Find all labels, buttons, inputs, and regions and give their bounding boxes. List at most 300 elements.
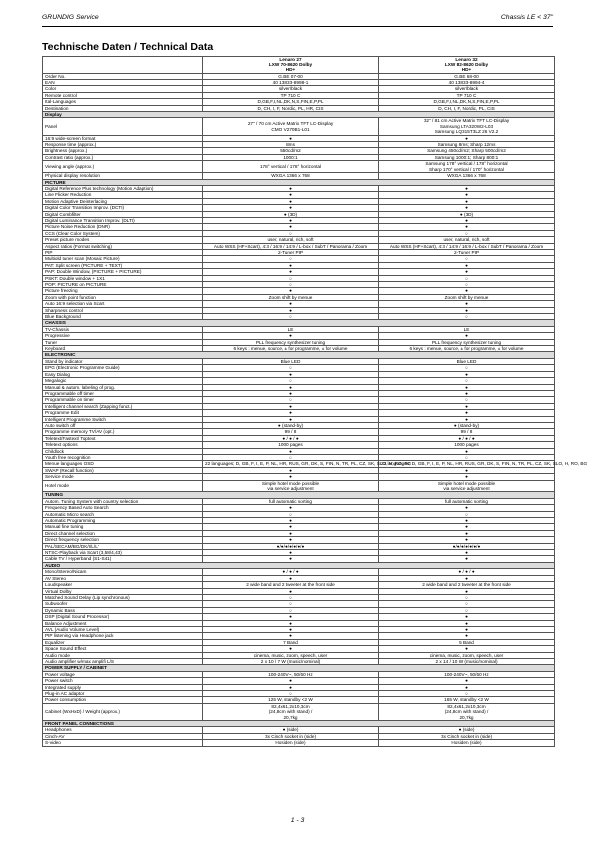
spec-value-model-b-line: 82,4x61,2x10,3cm <box>447 703 486 709</box>
spec-label: Tuner <box>43 339 203 345</box>
spec-label: Ital-Languages <box>43 99 203 105</box>
spec-value-model-a: ● <box>203 262 379 268</box>
spec-value-model-a: 1000 pages <box>203 442 379 448</box>
spec-value-model-b: ● <box>379 575 555 581</box>
spec-value-model-b: ● <box>379 262 555 268</box>
spec-label: Programme memory TV/AV (opt.) <box>43 429 203 435</box>
spec-value-model-a: ○ <box>203 454 379 460</box>
spec-value-model-b: ○ <box>379 511 555 517</box>
spec-label: POP: PICTURE on PICTURE <box>43 282 203 288</box>
spec-value-model-a: ● <box>203 192 379 198</box>
spec-label: Teletext options <box>43 442 203 448</box>
spec-value-model-b-line: Samsung 178° vertical / 178° horizontal <box>425 161 508 167</box>
spec-label: Color <box>43 86 203 92</box>
spec-label: 16:9 wide-screen format <box>43 135 203 141</box>
spec-value-model-b: ● <box>379 518 555 524</box>
spec-value-model-b: Samsung 8ms; Sharp 12ms <box>379 142 555 148</box>
spec-value-model-b-line: Samsung LTA320W2-L03 <box>439 123 494 129</box>
spec-sheet <box>42 56 588 747</box>
spec-value-model-a: ● <box>203 530 379 536</box>
spec-value-model-a: ● <box>203 217 379 223</box>
spec-value-model-a: ●/●/●/●/●/●/● <box>203 543 379 549</box>
spec-label: Digital Luminance Transition Improv. (DLTI) <box>43 217 203 223</box>
spec-label: Digital Combfilter <box>43 211 203 217</box>
spec-label: Loudspeaker <box>43 582 203 588</box>
model-b-line2: LXW 82-8620 Dolby <box>444 62 489 68</box>
spec-value-model-b: ● (side) <box>379 727 555 733</box>
spec-value-model-a: Blue LED <box>203 358 379 364</box>
spec-label: Matched Sound Delay (Lip synchronous) <box>43 594 203 600</box>
spec-value-model-a: 40 13833-8998-1 <box>203 80 379 86</box>
spec-label: Frequency Based Auto Search <box>43 505 203 511</box>
spec-value-model-b: 2 x 14 / 10 W (music/nominal) <box>379 658 555 664</box>
spec-value-model-b: ● <box>379 556 555 562</box>
spec-value-model-a: TP 710 C <box>203 92 379 98</box>
spec-value-model-b-line: Sharp 170° vertical / 170° horizontal <box>429 166 504 172</box>
spec-value-model-a <box>203 118 379 135</box>
spec-label: Contrast ratio (approx.) <box>43 154 203 160</box>
spec-value-model-b-line: via service adjustment <box>443 486 490 492</box>
header-rule <box>42 26 553 27</box>
spec-label: Subwoofer <box>43 601 203 607</box>
spec-value-model-b: ● / ● / ● <box>379 569 555 575</box>
spec-value-model-a: ● (3D) <box>203 211 379 217</box>
spec-value-model-a: ● <box>203 301 379 307</box>
spec-value-model-b: PLL frequency synthesizer tuning <box>379 339 555 345</box>
spec-label: Hotel mode <box>43 480 203 492</box>
spec-value-model-b: ● <box>379 185 555 191</box>
spec-label: Blue Background <box>43 314 203 320</box>
spec-value-model-b: ○ <box>379 607 555 613</box>
spec-label: Panel <box>43 118 203 135</box>
spec-value-model-b: ● <box>379 390 555 396</box>
spec-value-model-a: ● <box>203 505 379 511</box>
spec-label: Power consumption <box>43 697 203 703</box>
spec-value-model-b: Samsung 450cd/m2; Sharp 500cd/m2 <box>379 148 555 154</box>
spec-value-model-b: ○ <box>379 691 555 697</box>
spec-value-model-a: 99 / 8 <box>203 429 379 435</box>
spec-value-model-b: ○ <box>379 282 555 288</box>
spec-label: Mono/Stereo/Nicam <box>43 569 203 575</box>
spec-label: Digital Reference Plus technology (Motion Adaption) <box>43 185 203 191</box>
model-header-a <box>203 57 379 74</box>
spec-value-model-a: ● <box>203 371 379 377</box>
spec-label: Megalogic <box>43 378 203 384</box>
spec-value-model-b: Auto WSS (HF+Scart), 4:3 / 14:9 / 16:9 / L-box / SubT / Panorama / Zoom <box>379 243 555 249</box>
spec-label: Audio mode <box>43 652 203 658</box>
spec-value-model-a: ● <box>203 403 379 409</box>
spec-value-model-a: silver/black <box>203 86 379 92</box>
spec-value-model-b: 40 13833-8994-4 <box>379 80 555 86</box>
spec-label: Menue languages OSD <box>43 461 203 467</box>
spec-value-model-a: ● <box>203 575 379 581</box>
spec-value-model-a: ● <box>203 467 379 473</box>
spec-value-model-b: ● <box>379 224 555 230</box>
spec-value-model-b: ● <box>379 588 555 594</box>
spec-value-model-a: ● <box>203 224 379 230</box>
spec-value-model-b: ○ <box>379 594 555 600</box>
spec-label: Auto 16:9 selection via Scart <box>43 301 203 307</box>
spec-value-model-b: Samsung 1000:1; Sharp 800:1 <box>379 154 555 160</box>
spec-value-model-a: ○ <box>203 275 379 281</box>
spec-value-model-b: silver/black <box>379 86 555 92</box>
spec-label: Space Sound Effect <box>43 646 203 652</box>
spec-value-model-b: Blue LED <box>379 358 555 364</box>
spec-value-model-a: ● <box>203 205 379 211</box>
spec-label: Aspect ratios (Format switching) <box>43 243 203 249</box>
spec-value-model-a: ○ <box>203 365 379 371</box>
spec-value-model-b: G.BE 68-00 <box>379 73 555 79</box>
spec-label: Power switch <box>43 678 203 684</box>
spec-label: PIP <box>43 249 203 255</box>
spec-table-body <box>43 73 588 746</box>
spec-value-model-a: ● <box>203 684 379 690</box>
spec-value-model-b: ● <box>379 205 555 211</box>
spec-value-model-a: ● / ● / ● <box>203 435 379 441</box>
header-blank-cell <box>43 57 203 74</box>
spec-value-model-a: ○ <box>203 594 379 600</box>
spec-value-model-b-line: Simple hotel mode possible <box>437 480 496 486</box>
spec-label: Order No. <box>43 73 203 79</box>
spec-value-model-b: ● <box>379 371 555 377</box>
spec-value-model-b: 5 Band <box>379 639 555 645</box>
spec-value-model-a: ○ <box>203 282 379 288</box>
spec-value-model-b <box>379 161 555 173</box>
spec-value-model-b-line: 32" / 81 cm Active Matrix TFT LC-Display <box>423 118 510 124</box>
spec-label: CCS (Clear Color System) <box>43 230 203 236</box>
header-left: GRUNDIG Service <box>42 14 99 21</box>
spec-label: Childlock <box>43 448 203 454</box>
spec-value-model-b: 99 / 8 <box>379 429 555 435</box>
spec-value-model-b: full automatic sorting <box>379 498 555 504</box>
spec-value-model-a: ● <box>203 537 379 543</box>
spec-value-model-a-line: CMO V270B1-L01 <box>271 126 310 132</box>
spec-value-model-a: 2-Tuner PIP <box>203 249 379 255</box>
spec-value-model-a: 6 keys : menue, source, ± for programme, ± for volume <box>203 346 379 352</box>
spec-label: Power voltage <box>43 671 203 677</box>
spec-value-model-a: ● <box>203 524 379 530</box>
spec-label: Plug-in AC adaptor <box>43 691 203 697</box>
spec-value-model-b: ● <box>379 288 555 294</box>
header-right: Chassis LE < 37" <box>500 14 553 21</box>
spec-value-model-a: ● <box>203 518 379 524</box>
spec-label: Brightness (approx.) <box>43 148 203 154</box>
spec-value-model-b: Hosiden (side) <box>379 740 555 746</box>
spec-value-model-a: 1000:1 <box>203 154 379 160</box>
spec-value-model-a: ○ <box>203 256 379 262</box>
spec-value-model-b: TP 710 C <box>379 92 555 98</box>
spec-value-model-b: ● <box>379 301 555 307</box>
spec-value-model-b: ● <box>379 678 555 684</box>
spec-row <box>43 703 555 720</box>
spec-value-model-b: 100-240V~, 50/60 Hz <box>379 671 555 677</box>
spec-value-model-a: ○ <box>203 397 379 403</box>
spec-value-model-b: ● <box>379 505 555 511</box>
spec-value-model-a: 7 Band <box>203 639 379 645</box>
spec-value-model-a: D,GB,F,I,NL,DK,N,S,FIN,E,P,PL <box>203 99 379 105</box>
spec-value-model-b: ● <box>379 384 555 390</box>
spec-value-model-a: ○ <box>203 691 379 697</box>
spec-value-model-b: ● <box>379 410 555 416</box>
spec-value-model-a: ○ <box>203 601 379 607</box>
model-a-line1: Lenaro 27 <box>279 57 302 62</box>
spec-value-model-a: ● <box>203 185 379 191</box>
spec-label: Stand by indicator <box>43 358 203 364</box>
spec-value-model-b <box>379 703 555 720</box>
spec-value-model-a <box>203 703 379 720</box>
spec-value-model-a: ● <box>203 135 379 141</box>
spec-value-model-a-line: 20,7kg <box>283 714 298 720</box>
spec-label: Automatic Programming <box>43 518 203 524</box>
spec-value-model-a-line: 82,4x61,2x10,3cm <box>271 703 310 709</box>
spec-value-model-b: ● <box>379 307 555 313</box>
page-title: Technische Daten / Technical Data <box>42 41 214 53</box>
section-title: POWER SUPPLY / CABINET <box>43 665 555 671</box>
spec-label: S-video <box>43 740 203 746</box>
spec-value-model-b: Zoom shift by menue <box>379 294 555 300</box>
spec-value-model-b: ○ <box>379 378 555 384</box>
spec-value-model-a: ● <box>203 633 379 639</box>
spec-value-model-a: cinema, music, zoom, speech, user <box>203 652 379 658</box>
spec-value-model-b: ● <box>379 550 555 556</box>
spec-label: Progressive <box>43 333 203 339</box>
spec-value-model-a: ○ <box>203 378 379 384</box>
spec-label: Youth free recognition <box>43 454 203 460</box>
spec-label: Programmable on timer <box>43 397 203 403</box>
spec-label: AV Stereo <box>43 575 203 581</box>
spec-label: Manual fine tuning <box>43 524 203 530</box>
spec-label: Direct frequency selection <box>43 537 203 543</box>
spec-value-model-b: ● <box>379 537 555 543</box>
spec-label: Teletext/Fastext/ Toptext <box>43 435 203 441</box>
section-title: AUDIO <box>43 562 555 568</box>
spec-label: EAN <box>43 80 203 86</box>
spec-value-model-a: ○ <box>203 314 379 320</box>
spec-value-model-b: ● <box>379 135 555 141</box>
spec-value-model-b <box>379 480 555 492</box>
spec-label: Virtual Dolby <box>43 588 203 594</box>
spec-label: Programme Edit <box>43 410 203 416</box>
spec-label: EPG (Electronic Programme Guide) <box>43 365 203 371</box>
spec-value-model-b: 3x Cinch socket in (side) <box>379 733 555 739</box>
spec-value-model-b: ● <box>379 620 555 626</box>
model-b-line1: Lenaro 32 <box>455 57 478 62</box>
spec-label: Destination <box>43 105 203 111</box>
spec-value-model-a: ● (stand-by) <box>203 422 379 428</box>
spec-value-model-b: ● <box>379 633 555 639</box>
spec-label: AVL (Audio Volume Level) <box>43 626 203 632</box>
spec-value-model-b: ○ <box>379 314 555 320</box>
spec-value-model-b: ○ <box>379 397 555 403</box>
spec-value-model-a: ● <box>203 646 379 652</box>
spec-value-model-a: 550cd/m2 <box>203 148 379 154</box>
spec-value-model-a: D, CH, I, F, Nordic, PL, HR, CIS <box>203 105 379 111</box>
spec-value-model-b: ● (3D) <box>379 211 555 217</box>
page-number: 1 - 3 <box>290 817 305 824</box>
spec-label: PIP listening via Headphone jack <box>43 633 203 639</box>
spec-label: Viewing angle (approx.) <box>43 161 203 173</box>
section-title: ELECTRONIC <box>43 352 555 358</box>
spec-value-model-a: ○ <box>203 511 379 517</box>
spec-value-model-a: ● <box>203 390 379 396</box>
spec-value-model-a: LE <box>203 326 379 332</box>
spec-value-model-a: ● <box>203 556 379 562</box>
spec-value-model-b: ○ <box>379 275 555 281</box>
spec-label: Picture Noise Reduction (DNR) <box>43 224 203 230</box>
spec-value-model-a: ● <box>203 198 379 204</box>
spec-label: Equalizer <box>43 639 203 645</box>
spec-value-model-b-line: (24,8cm with stand) / <box>444 709 489 715</box>
spec-value-model-a: ● <box>203 384 379 390</box>
spec-value-model-a: ● <box>203 269 379 275</box>
spec-label: Preset picture modes <box>43 237 203 243</box>
spec-value-model-a-line: 27" / 70 cm Active Matrix TFT LC-Display <box>247 121 334 127</box>
spec-label: Manual & autom. labeling of prog. <box>43 384 203 390</box>
spec-value-model-b: ● <box>379 626 555 632</box>
spec-value-model-b: ● <box>379 217 555 223</box>
spec-row <box>43 118 555 135</box>
spec-value-model-b: ● <box>379 333 555 339</box>
model-a-line2: LXW 70-8620 Dolby <box>268 62 313 68</box>
spec-label: PAP: Double Window, (PICTURE + PICTURE) <box>43 269 203 275</box>
spec-label: Sharpness control <box>43 307 203 313</box>
spec-label: Balance Adjustment <box>43 620 203 626</box>
spec-value-model-a: ● <box>203 550 379 556</box>
spec-value-model-b: ● <box>379 448 555 454</box>
spec-table <box>42 56 588 747</box>
section-title: Display <box>43 112 555 118</box>
spec-label: Cinch-AV <box>43 733 203 739</box>
spec-label: Cabinet (WxHxD) / Weight (approx.) <box>43 703 203 720</box>
spec-value-model-a: G.BE 07-00 <box>203 73 379 79</box>
spec-value-model-b-line: Samsung LQ315T3LZ 26 V2.2 <box>434 129 499 135</box>
spec-label: Response time (approx.) <box>43 142 203 148</box>
spec-value-model-b: 22 languages; D, GB, F, I, E, P, NL, HR, RUS, GR, DK, S, FIN, N, TR, PL, CZ, SK, SLO, H, RO, BG <box>379 461 555 467</box>
spec-value-model-a-line: Simple hotel mode possible <box>261 480 320 486</box>
spec-value-model-b: ● <box>379 198 555 204</box>
spec-value-model-b: ● <box>379 684 555 690</box>
section-title: CHASSIS <box>43 320 555 326</box>
spec-label: Programmable off timer <box>43 390 203 396</box>
model-b-line3: HD+ <box>461 67 472 73</box>
spec-label: DSP (Digital Sound Processor) <box>43 614 203 620</box>
spec-label: Physical display resolution <box>43 173 203 179</box>
spec-value-model-a: ● <box>203 288 379 294</box>
spec-value-model-b: ○ <box>379 365 555 371</box>
spec-value-model-a: ○ <box>203 607 379 613</box>
spec-value-model-a: ● <box>203 416 379 422</box>
spec-value-model-b <box>379 118 555 135</box>
spec-value-model-a-line: via service adjustment <box>267 486 314 492</box>
spec-row <box>43 480 555 492</box>
section-title: PICTURE <box>43 179 555 185</box>
spec-value-model-a: ● <box>203 474 379 480</box>
spec-value-model-a: Zoom shift by menue <box>203 294 379 300</box>
spec-value-model-b: ● (stand-by) <box>379 422 555 428</box>
spec-label: Multiold tuner scan (Mosaic Picture) <box>43 256 203 262</box>
spec-label: Automatic Micro search <box>43 511 203 517</box>
spec-label: Keyboard <box>43 346 203 352</box>
spec-value-model-a: 100-240V~, 50/60 Hz <box>203 671 379 677</box>
model-header-row <box>43 57 555 74</box>
spec-label: PAT: Split screen (PICTURE + TEXT) <box>43 262 203 268</box>
spec-value-model-b: ● <box>379 192 555 198</box>
spec-value-model-b-line: 20,7kg <box>459 714 474 720</box>
spec-value-model-a <box>203 480 379 492</box>
spec-value-model-a: PLL frequency synthesizer tuning <box>203 339 379 345</box>
spec-label: Remote control <box>43 92 203 98</box>
spec-value-model-a: full automatic sorting <box>203 498 379 504</box>
spec-value-model-a: 2 wide band and 2 tweeter at the front side <box>203 582 379 588</box>
spec-label: PSKT: Double window + 1X1 <box>43 275 203 281</box>
spec-value-model-b: ● <box>379 269 555 275</box>
spec-label: Picture freezing <box>43 288 203 294</box>
spec-value-model-b: cinema, music, zoom, speech, user <box>379 652 555 658</box>
spec-value-model-a-line: (24,8cm with stand) / <box>268 709 313 715</box>
spec-label: Easy Dialog <box>43 371 203 377</box>
spec-value-model-b: 2-Tuner PIP <box>379 249 555 255</box>
spec-value-model-a: ● <box>203 678 379 684</box>
spec-value-model-b: ○ <box>379 601 555 607</box>
spec-value-model-a: ● <box>203 626 379 632</box>
spec-value-model-b: D, CH, I, F, Nordic, PL, CIS <box>379 105 555 111</box>
spec-value-model-b: ● <box>379 646 555 652</box>
spec-label: Motion Adaptive Deinterlacing <box>43 198 203 204</box>
spec-label: Cable TV / Hyperband (S1-S41) <box>43 556 203 562</box>
model-a-line3: HD+ <box>285 67 296 73</box>
spec-label: NTSC-Playback via Scart (3,58/4,43) <box>43 550 203 556</box>
spec-value-model-b: user, natural, rich, soft <box>379 237 555 243</box>
spec-value-model-b: ●/●/●/●/●/●/● <box>379 543 555 549</box>
spec-value-model-a: 22 languages; D, GB, F, I, E, P, NL, HR, RUS, GR, DK, S, FIN, N, TR, PL, CZ, SK, SLO, H, RO, BG <box>203 461 379 467</box>
spec-label: Direct channel selection <box>43 530 203 536</box>
spec-label: PAL/SECAM/BG/DK/I/L/L' <box>43 543 203 549</box>
spec-label: Auto switch off <box>43 422 203 428</box>
spec-value-model-a: ● <box>203 620 379 626</box>
spec-value-model-a: WXGA 1366 x 768 <box>203 173 379 179</box>
spec-label: Intelligent channel search (Zapping funct.) <box>43 403 203 409</box>
spec-value-model-b: ● / ● / ● <box>379 435 555 441</box>
spec-value-model-b: ● <box>379 530 555 536</box>
spec-value-model-b: ○ <box>379 230 555 236</box>
spec-value-model-a: ● (side) <box>203 727 379 733</box>
spec-label: Headphones <box>43 727 203 733</box>
spec-value-model-b: D,GB,F,I,NL,DK,N,S,FIN,E,P,PL <box>379 99 555 105</box>
spec-value-model-b: WXGA 1366 x 768 <box>379 173 555 179</box>
spec-label: SWAP (Recall function) <box>43 467 203 473</box>
spec-value-model-a: 178° vertical / 178° horizontal <box>203 161 379 173</box>
spec-value-model-a: Hosiden (side) <box>203 740 379 746</box>
spec-label: Zoom with point function <box>43 294 203 300</box>
spec-row <box>43 161 555 173</box>
spec-value-model-a: ● <box>203 614 379 620</box>
spec-value-model-b: ● <box>379 403 555 409</box>
spec-label: Service mode <box>43 474 203 480</box>
spec-value-model-a: 3x Cinch socket in (side) <box>203 733 379 739</box>
spec-value-model-a: Auto WSS (HF+Scart), 4:3 / 16:9 / 14:9 / L-box / SubT / Panorama / Zoom <box>203 243 379 249</box>
spec-value-model-a: 2 x 10 / 7 W (music/nominal) <box>203 658 379 664</box>
section-title: FRONT PANEL CONNECTIONS <box>43 721 555 727</box>
spec-value-model-b: ○ <box>379 454 555 460</box>
section-title: TUNING <box>43 492 555 498</box>
spec-value-model-b: ● <box>379 416 555 422</box>
spec-value-model-b: ● <box>379 474 555 480</box>
spec-label: Integrated supply <box>43 684 203 690</box>
spec-value-model-a: ● <box>203 333 379 339</box>
spec-value-model-a: ● <box>203 448 379 454</box>
spec-label: Dynamic Bass <box>43 607 203 613</box>
spec-value-model-b: 165 W, standby <2 W <box>379 697 555 703</box>
